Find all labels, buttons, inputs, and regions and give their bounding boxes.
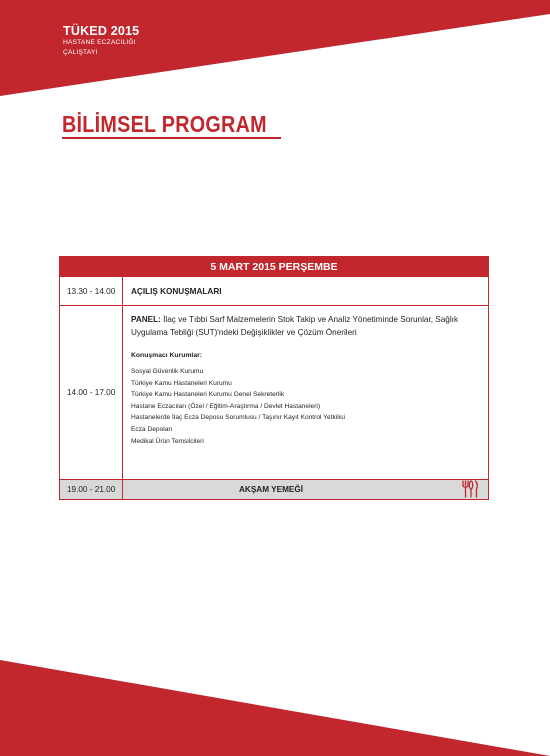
brand-subtitle: HASTANE ECZACILIĞI [63, 39, 136, 46]
list-item: Medikal Ürün Temsilcileri [131, 437, 204, 445]
time-cell: 13.30 - 14.00 [60, 277, 123, 305]
utensils-icon [460, 478, 482, 500]
brand-name: TÜKED 2015 [63, 24, 140, 38]
table-row-opening [60, 277, 488, 306]
brand-subtitle-2: ÇALIŞTAYI [63, 49, 98, 56]
page-title: BİLİMSEL PROGRAM [62, 111, 267, 137]
panel-description [131, 314, 483, 339]
list-item: Türkiye Kamu Hastaneleri Kurumu [131, 379, 232, 387]
list-item: Sosyal Güvenlik Kurumu [131, 368, 204, 375]
speaker-list [131, 366, 345, 447]
speakers-title: Konuşmacı Kurumlar: [131, 352, 203, 359]
title-underline [62, 137, 281, 139]
session-title: AKŞAM YEMEĞİ [239, 485, 303, 494]
list-item: Hastane Eczacıları (Özel / Eğitim-Araştırma / Devlet Hastaneleri) [131, 402, 321, 410]
time-cell: 19.00 - 21.00 [60, 480, 123, 499]
list-item: Türkiye Kamu Hastaneleri Kurumu Genel Sekreterlik [131, 391, 285, 399]
panel-label: PANEL: [131, 315, 161, 324]
list-item: Ecza Depoları [131, 425, 173, 433]
session-cell [123, 480, 488, 499]
time-cell: 14.00 - 17.00 [60, 306, 123, 479]
session-cell [123, 306, 488, 479]
brand-block [63, 24, 139, 57]
footer-red-band [0, 660, 550, 756]
panel-topic: İlaç ve Tıbbi Sarf Malzemelerin Stok Takip ve Analiz Yönetiminde Sorunlar, Sağlık Uygulama Tebliği (SUT)'ndeki Değişiklikler ve Çözüm Önerileri [131, 315, 459, 337]
session-cell [123, 277, 488, 305]
table-row-panel [60, 306, 488, 480]
list-item: Hastanelerde İlaç Ecza Deposu Sorumlusu / Taşınır Kayıt Kontrol Yetkilisi [131, 414, 345, 422]
day-header: 5 MART 2015 PERŞEMBE [60, 257, 488, 277]
session-title: AÇILIŞ KONUŞMALARI [131, 287, 222, 296]
schedule-table [59, 256, 489, 500]
table-row-dinner [60, 480, 488, 499]
